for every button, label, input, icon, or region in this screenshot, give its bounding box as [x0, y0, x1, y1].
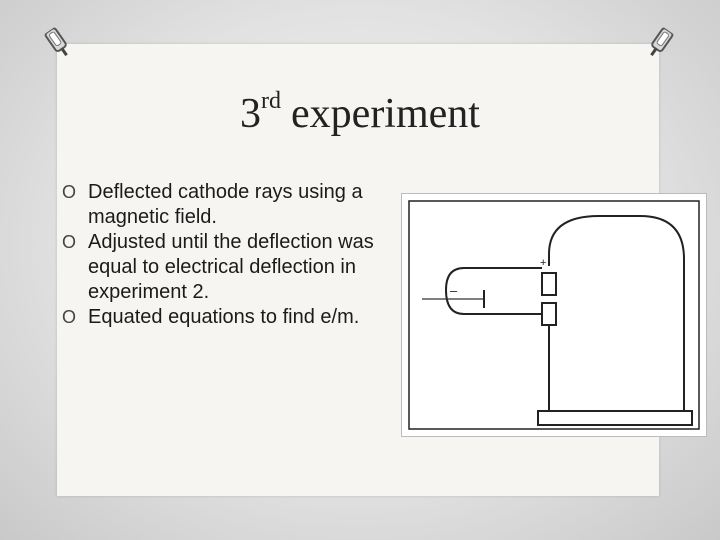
title-number: 3	[240, 91, 262, 137]
arched-wire	[549, 216, 684, 412]
bullet-text: Deflected cathode rays using a magnetic field.	[88, 181, 363, 228]
bullet-item	[62, 180, 407, 230]
apparatus-diagram	[402, 194, 706, 436]
lower-plate	[542, 303, 556, 325]
bullet-item	[62, 230, 407, 305]
title-word: experiment	[291, 91, 480, 137]
upper-plate	[542, 273, 556, 295]
slide-title	[0, 90, 720, 138]
plus-label: +	[540, 257, 547, 269]
base-plate	[538, 411, 692, 425]
minus-label: –	[450, 283, 458, 298]
bullet-marker: O	[62, 307, 77, 327]
apparatus-figure	[401, 193, 707, 437]
bullet-marker: O	[62, 232, 77, 252]
title-superscript: rd	[261, 88, 282, 114]
bullet-item	[62, 305, 407, 330]
bullet-list	[62, 180, 407, 330]
bullet-text: Equated equations to find e/m.	[88, 306, 360, 328]
bullet-text: Adjusted until the deflection was equal to electrical deflection in experiment 2.	[88, 231, 374, 303]
bullet-marker: O	[62, 182, 77, 202]
